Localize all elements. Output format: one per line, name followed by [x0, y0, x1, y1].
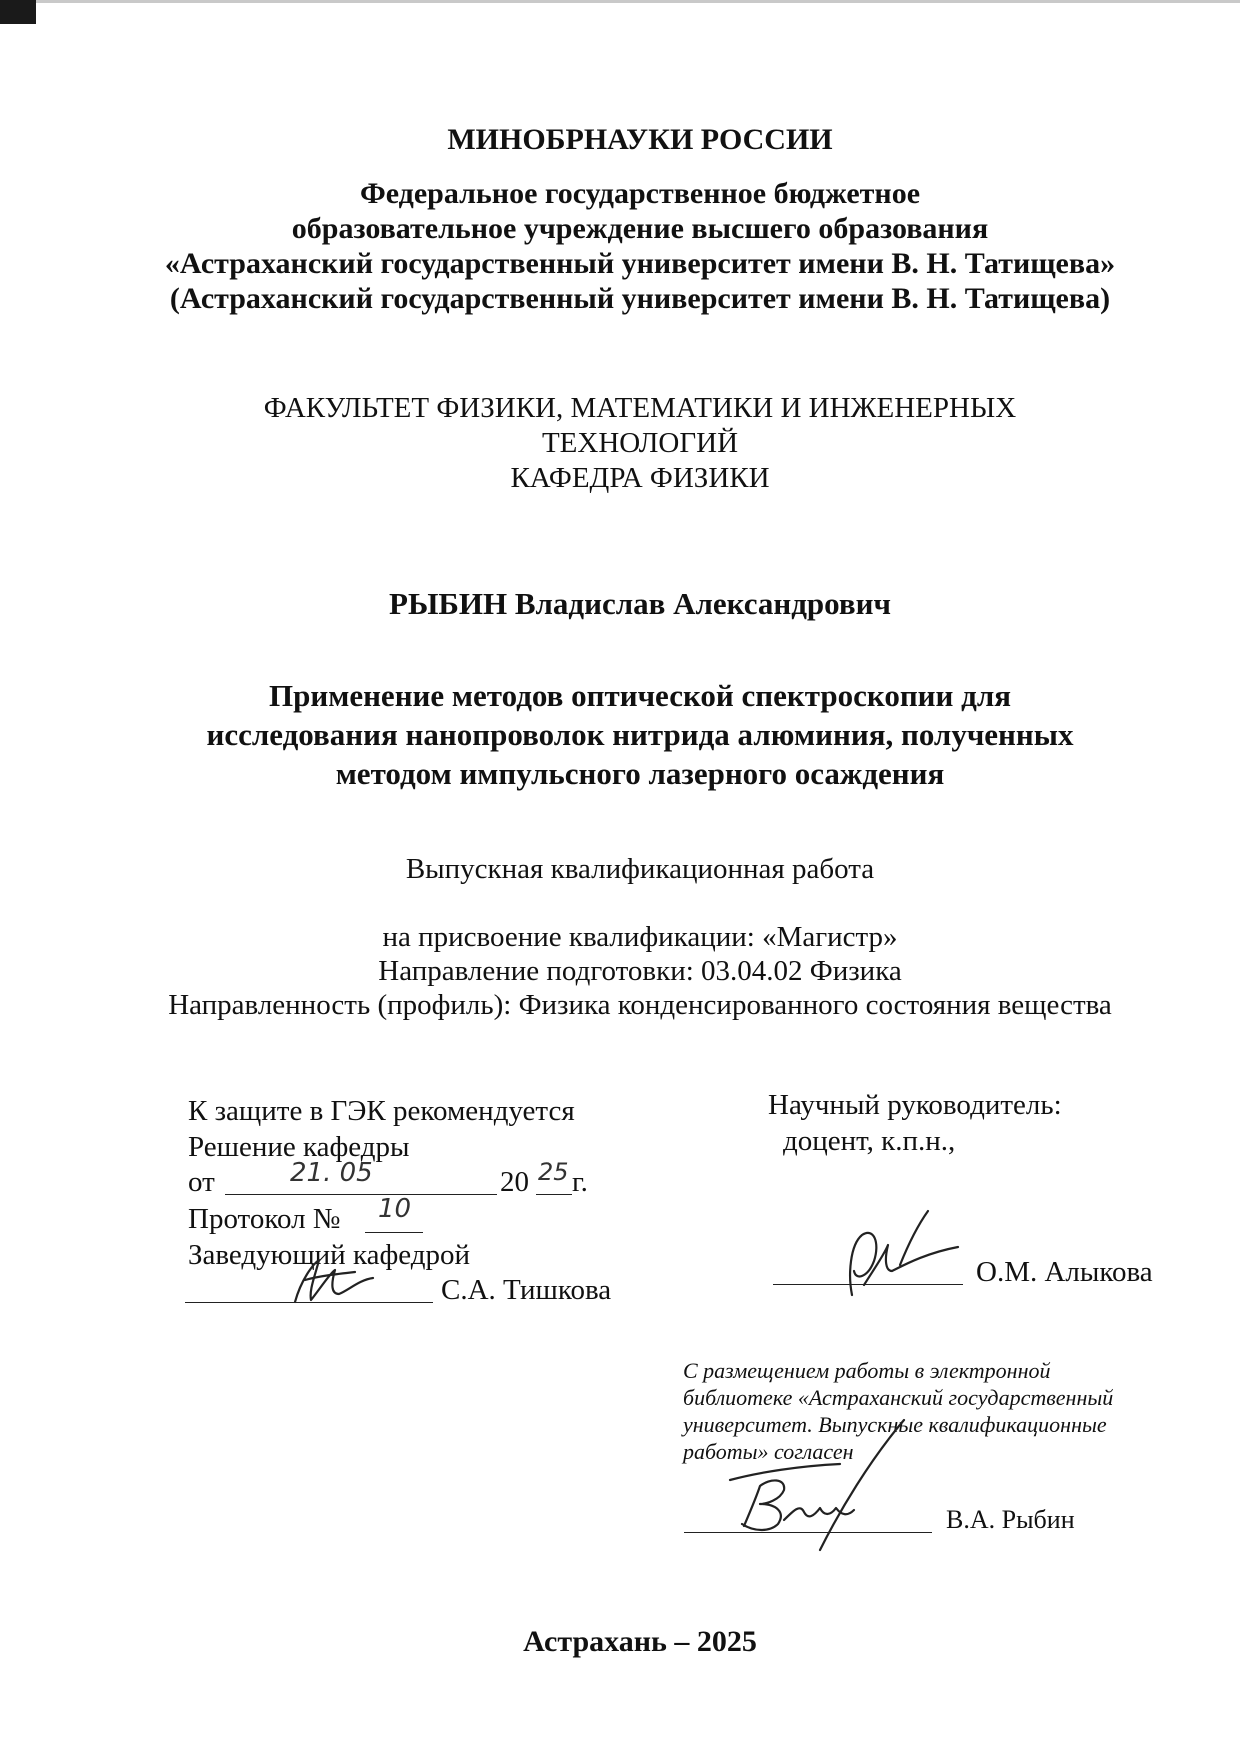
year-prefix: 20: [500, 1166, 529, 1198]
institution-line-2: образовательное учреждение высшего образования: [291, 212, 989, 245]
faculty-line-2: ТЕХНОЛОГИЙ: [541, 427, 739, 459]
city-year: Астрахань – 2025: [523, 1625, 757, 1658]
recommend-label: К защите в ГЭК рекомендуется: [188, 1095, 575, 1127]
supervisor-signature: [830, 1205, 970, 1305]
year-underline: [536, 1194, 572, 1195]
protocol-underline: [365, 1232, 423, 1233]
head-signature: [285, 1250, 385, 1310]
consent-line-2: библиотеке «Астраханский государственный: [683, 1385, 1114, 1410]
qualification: на присвоение квалификации: «Магистр»: [382, 921, 898, 953]
work-type: Выпускная квалификационная работа: [405, 853, 875, 885]
thesis-title-line-1: Применение методов оптической спектроскопии для: [268, 678, 1012, 713]
consent-line-4: работы» согласен: [683, 1439, 854, 1464]
thesis-title-line-3: методом импульсного лазерного осаждения: [335, 756, 945, 791]
institution-line-4: (Астраханский государственный университет имени В. Н. Татищева): [169, 282, 1111, 315]
consent-signer-name: В.А. Рыбин: [946, 1505, 1075, 1534]
scan-corner-shadow: [0, 0, 36, 24]
handwritten-year: 25: [538, 1158, 569, 1186]
direction: Направление подготовки: 03.04.02 Физика: [378, 955, 902, 987]
supervisor-name: О.М. Алыкова: [976, 1256, 1153, 1288]
protocol-label: Протокол №: [188, 1203, 341, 1235]
ministry-heading: МИНОБРНАУКИ РОССИИ: [447, 123, 833, 156]
profile: Направленность (профиль): Физика конденсированного состояния вещества: [168, 989, 1112, 1021]
institution-line-1: Федеральное государственное бюджетное: [359, 177, 921, 210]
consent-line-3: университет. Выпускные квалификационные: [683, 1412, 1107, 1437]
institution-line-3: «Астраханский государственный университет имени В. Н. Татищева»: [164, 247, 1116, 280]
student-signature: [720, 1420, 930, 1560]
head-name: С.А. Тишкова: [441, 1274, 612, 1306]
date-underline: [225, 1194, 497, 1195]
scan-edge: [0, 0, 1240, 12]
thesis-title-line-2: исследования нанопроволок нитрида алюминия, полученных: [206, 717, 1074, 752]
from-label: от: [188, 1166, 215, 1198]
supervisor-label: Научный руководитель:: [768, 1089, 1062, 1121]
decision-label: Решение кафедры: [188, 1131, 410, 1163]
head-label: Заведующий кафедрой: [188, 1239, 471, 1271]
supervisor-title: доцент, к.п.н.,: [783, 1125, 956, 1157]
handwritten-date: 21. 05: [290, 1158, 373, 1188]
year-suffix: г.: [572, 1166, 588, 1198]
handwritten-protocol-number: 10: [378, 1194, 412, 1224]
consent-line-1: С размещением работы в электронной: [683, 1358, 1051, 1383]
department-name: КАФЕДРА ФИЗИКИ: [510, 462, 770, 494]
faculty-line-1: ФАКУЛЬТЕТ ФИЗИКИ, МАТЕМАТИКИ И ИНЖЕНЕРНЫХ: [263, 392, 1017, 424]
scan-top-line: [36, 0, 1240, 3]
author-name: РЫБИН Владислав Александрович: [389, 586, 891, 621]
